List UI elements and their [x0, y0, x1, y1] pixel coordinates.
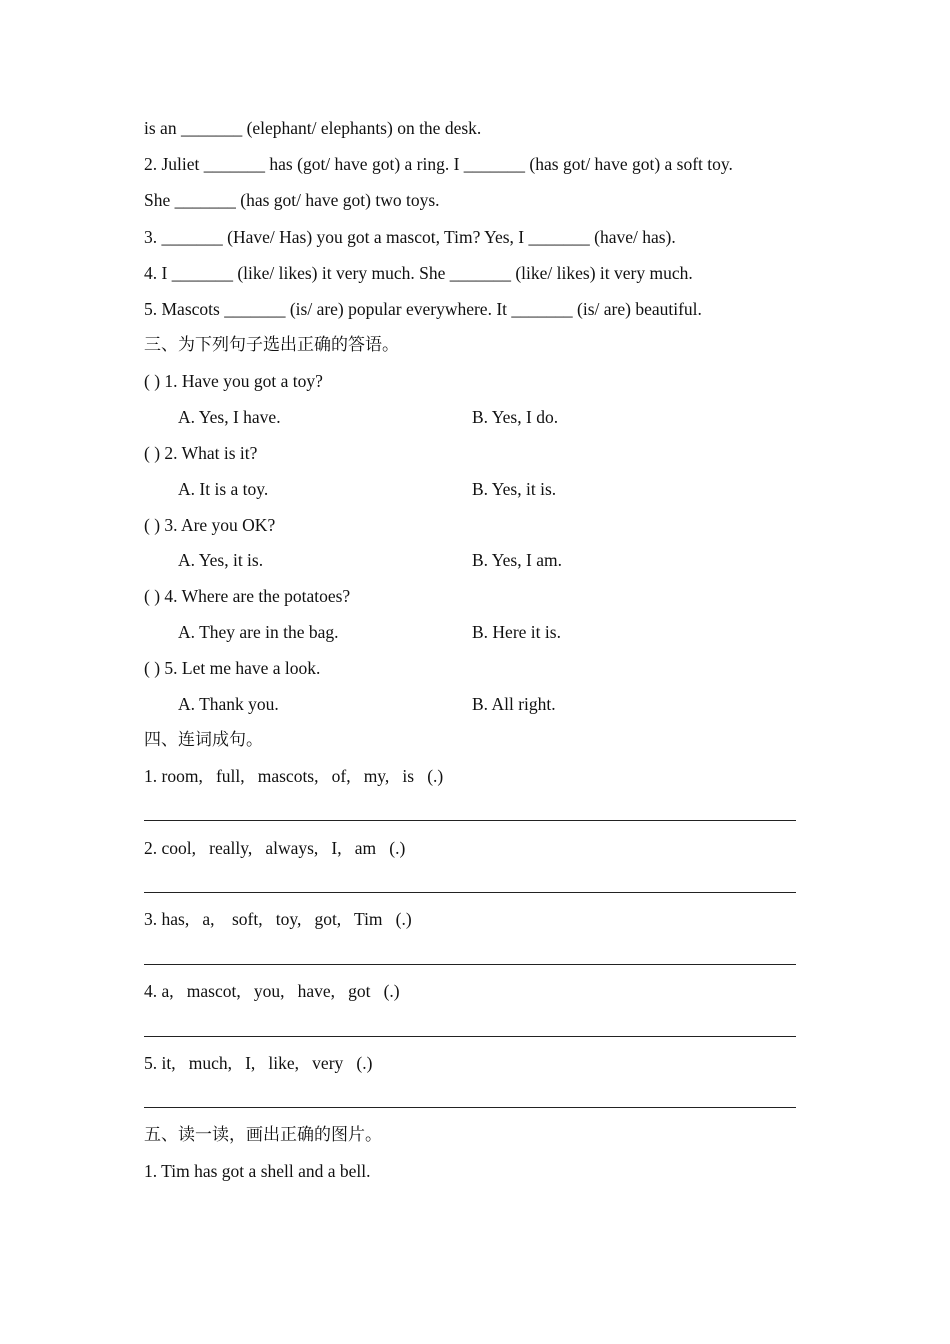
section2-line-2: 2. Juliet _______ has (got/ have got) a ring. I _______ (has got/ have got) a soft toy.	[144, 154, 733, 174]
question-2-option-a: A. It is a toy.	[178, 479, 269, 499]
word-order-item-5: 5. it, much, I, like, very (.)	[144, 1053, 373, 1073]
answer-line-5[interactable]	[144, 1107, 796, 1108]
section2-line-5: 4. I _______ (like/ likes) it very much. She _______ (like/ likes) it very much.	[144, 263, 693, 283]
section4-title: 四、连词成句。	[144, 730, 263, 750]
section2-line-4: 3. _______ (Have/ Has) you got a mascot, Tim? Yes, I _______ (have/ has).	[144, 227, 676, 247]
answer-line-1[interactable]	[144, 820, 796, 821]
section2-line-1: is an _______ (elephant/ elephants) on the desk.	[144, 118, 482, 138]
question-3: ( ) 3. Are you OK?	[144, 515, 276, 535]
answer-line-2[interactable]	[144, 892, 796, 893]
section3-title: 三、为下列句子选出正确的答语。	[144, 335, 399, 355]
question-4-option-a: A. They are in the bag.	[178, 622, 339, 642]
question-1-option-a: A. Yes, I have.	[178, 407, 281, 427]
drawing-item-1: 1. Tim has got a shell and a bell.	[144, 1161, 371, 1181]
question-5: ( ) 5. Let me have a look.	[144, 658, 321, 678]
word-order-item-1: 1. room, full, mascots, of, my, is (.)	[144, 766, 444, 786]
word-order-item-2: 2. cool, really, always, I, am (.)	[144, 838, 406, 858]
section5-title: 五、读一读，画出正确的图片。	[144, 1125, 382, 1145]
question-1: ( ) 1. Have you got a toy?	[144, 371, 323, 391]
answer-line-3[interactable]	[144, 964, 796, 965]
word-order-item-4: 4. a, mascot, you, have, got (.)	[144, 981, 400, 1001]
question-5-option-b: B. All right.	[472, 694, 556, 714]
question-2: ( ) 2. What is it?	[144, 443, 258, 463]
section2-line-3: She _______ (has got/ have got) two toys.	[144, 190, 440, 210]
question-3-option-b: B. Yes, I am.	[472, 550, 562, 570]
question-1-option-b: B. Yes, I do.	[472, 407, 559, 427]
question-2-option-b: B. Yes, it is.	[472, 479, 557, 499]
question-4-option-b: B. Here it is.	[472, 622, 561, 642]
question-5-option-a: A. Thank you.	[178, 694, 279, 714]
word-order-item-3: 3. has, a, soft, toy, got, Tim (.)	[144, 909, 412, 929]
answer-line-4[interactable]	[144, 1036, 796, 1037]
question-4: ( ) 4. Where are the potatoes?	[144, 586, 351, 606]
question-3-option-a: A. Yes, it is.	[178, 550, 264, 570]
section2-line-6: 5. Mascots _______ (is/ are) popular everywhere. It _______ (is/ are) beautiful.	[144, 299, 702, 319]
